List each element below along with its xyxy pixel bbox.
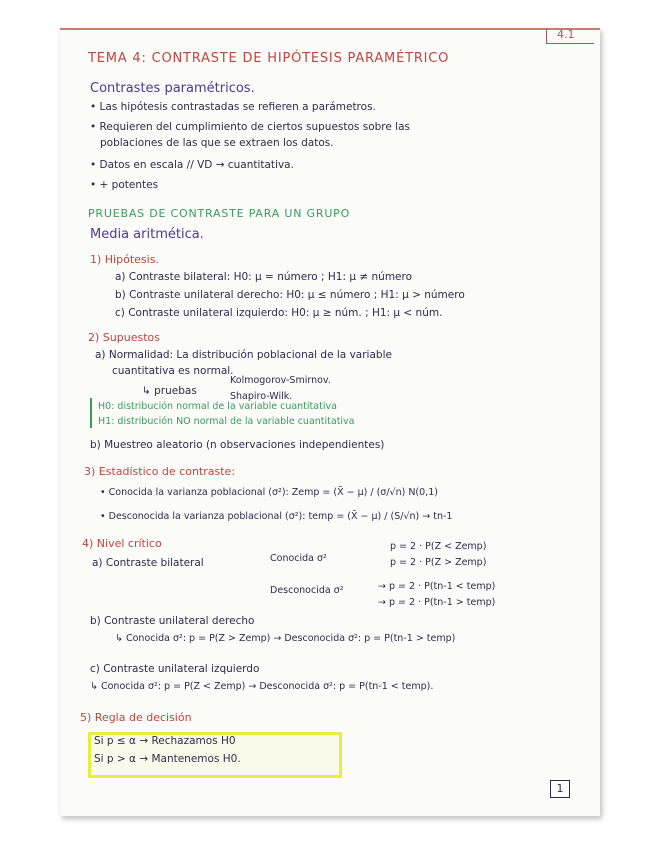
statistic-known: • Conocida la varianza poblacional (σ²): Zemp = (X̄ − μ) / (σ/√n) N(0,1): [100, 487, 438, 498]
right-unilateral-line: ↳ Conocida σ²: p = P(Z > Zemp) → Desconocida σ²: p = P(tn-1 > temp): [115, 633, 456, 644]
page-number-top: 4.1: [546, 28, 594, 44]
bilateral-unknown-2: → p = 2 · P(tn-1 > temp): [378, 597, 496, 608]
normality-line-2: cuantitativa es normal.: [112, 365, 234, 377]
left-unilateral-line: ↳ Conocida σ²: p = P(Z < Zemp) → Desconocida σ²: p = P(tn-1 < temp).: [90, 681, 434, 692]
bilateral-known: Conocida σ²: [270, 553, 327, 564]
statistic-unknown: • Desconocida la varianza poblacional (σ²): temp = (X̄ − μ) / (S/√n) → tn-1: [100, 511, 453, 522]
subsection-title: Media aritmética.: [90, 227, 204, 242]
bilateral-known-2: p = 2 · P(Z > Zemp): [390, 557, 487, 568]
intro-heading: Contrastes paramétricos.: [90, 81, 255, 96]
statistic-heading: 3) Estadístico de contraste:: [84, 465, 236, 478]
test-kolmogorov: Kolmogorov-Smirnov.: [230, 375, 331, 386]
hypothesis-a: a) Contraste bilateral: H0: μ = número ; H1: μ ≠ número: [115, 271, 413, 283]
notebook-page: [60, 28, 600, 816]
green-brace: [90, 398, 96, 428]
page-number-bottom: 1: [550, 780, 570, 798]
hypothesis-heading: 1) Hipótesis.: [90, 253, 159, 266]
decision-rule-1: Si p ≤ α → Rechazamos H0: [94, 735, 236, 747]
decision-rule-2: Si p > α → Mantenemos H0.: [94, 753, 241, 765]
tests-prefix: ↳ pruebas: [142, 385, 197, 397]
normality-line-1: a) Normalidad: La distribución poblacional de la variable: [95, 349, 392, 361]
h0-normality: H0: distribución normal de la variable cuantitativa: [98, 401, 337, 412]
bilateral-unknown: Desconocida σ²: [270, 585, 344, 596]
bilateral-known-1: p = 2 · P(Z < Zemp): [390, 541, 487, 552]
random-sampling: b) Muestreo aleatorio (n observaciones independientes): [90, 439, 385, 451]
bilateral-label: a) Contraste bilateral: [92, 557, 204, 569]
left-unilateral-label: c) Contraste unilateral izquierdo: [90, 663, 260, 675]
assumptions-heading: 2) Supuestos: [88, 331, 160, 344]
intro-bullet-4: • + potentes: [90, 179, 159, 191]
right-unilateral-label: b) Contraste unilateral derecho: [90, 615, 255, 627]
test-shapiro: Shapiro-Wilk.: [230, 391, 293, 402]
bilateral-unknown-1: → p = 2 · P(tn-1 < temp): [378, 581, 496, 592]
page-title: TEMA 4: CONTRASTE DE HIPÓTESIS PARAMÉTRICO: [88, 51, 450, 66]
h1-normality: H1: distribución NO normal de la variable cuantitativa: [98, 416, 355, 427]
hypothesis-b: b) Contraste unilateral derecho: H0: μ ≤ número ; H1: μ > número: [115, 289, 465, 301]
intro-bullet-2-cont: poblaciones de las que se extraen los datos.: [100, 137, 334, 149]
critical-level-heading: 4) Nivel crítico: [82, 537, 162, 550]
hypothesis-c: c) Contraste unilateral izquierdo: H0: μ ≥ núm. ; H1: μ < núm.: [115, 307, 443, 319]
section-title: PRUEBAS DE CONTRASTE PARA UN GRUPO: [88, 207, 351, 220]
decision-rule-heading: 5) Regla de decisión: [80, 711, 192, 724]
intro-bullet-2: • Requieren del cumplimiento de ciertos supuestos sobre las: [90, 121, 410, 133]
intro-bullet-1: • Las hipótesis contrastadas se refieren a parámetros.: [90, 101, 376, 113]
intro-bullet-3: • Datos en escala // VD → cuantitativa.: [90, 159, 294, 171]
